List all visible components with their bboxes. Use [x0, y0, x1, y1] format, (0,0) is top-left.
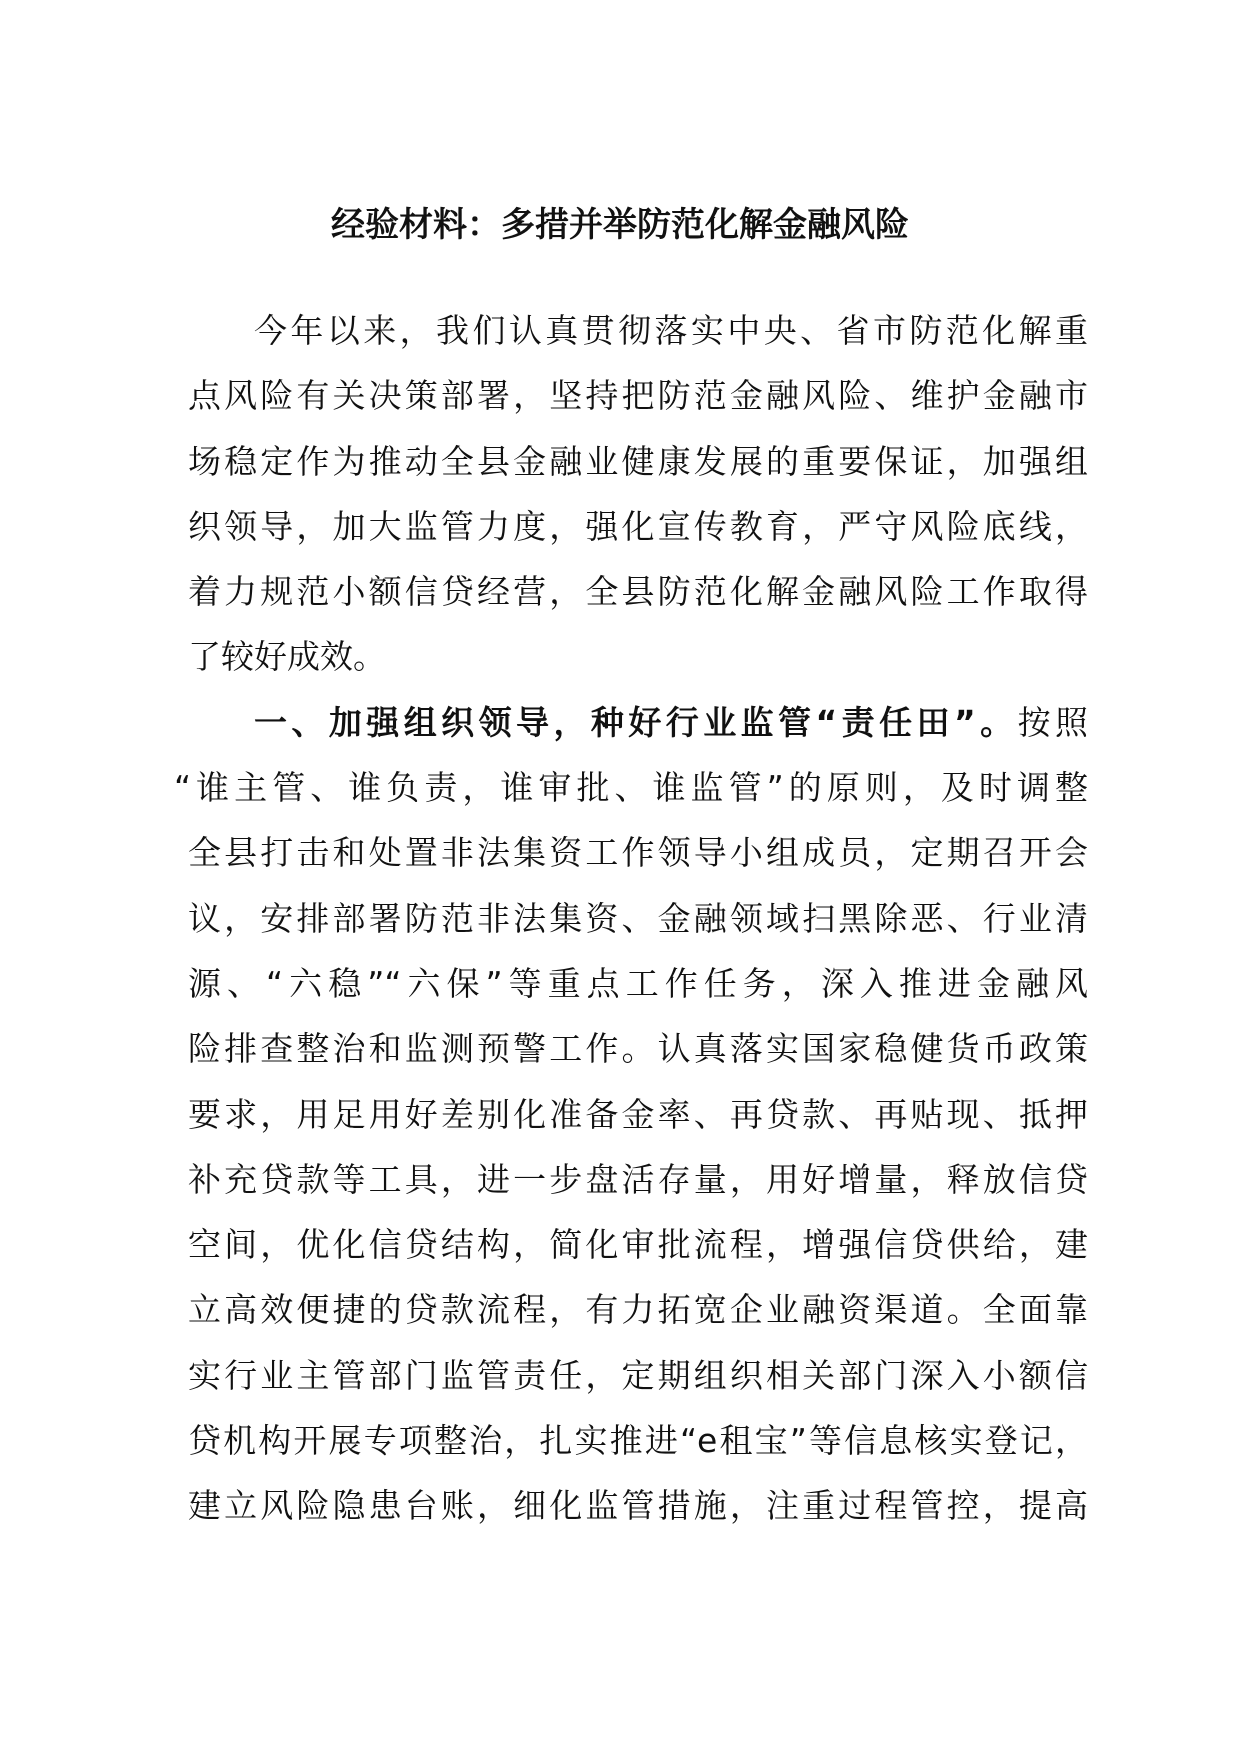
paragraph-2-line: 贷机构开展专项整治，扎实推进“e租宝”等信息核实登记， [188, 1421, 1088, 1461]
paragraph-2-text: 按照 [1017, 702, 1088, 742]
paragraph-1-line: 了较好成效。 [188, 637, 386, 677]
paragraph-2-line: 源、“六稳”“六保”等重点工作任务，深入推进金融风 [188, 963, 1088, 1003]
paragraph-1-line: 着力规范小额信贷经营，全县防范化解金融风险工作取得 [188, 572, 1088, 612]
paragraph-2-line: 险排查整治和监测预警工作。认真落实国家稳健货币政策 [188, 1029, 1088, 1069]
paragraph-2-line: 全县打击和处置非法集资工作领导小组成员，定期召开会 [188, 833, 1088, 873]
document-title: 经验材料：多措并举防范化解金融风险 [331, 205, 909, 245]
paragraph-1-line: 场稳定作为推动全县金融业健康发展的重要保证，加强组 [188, 441, 1088, 481]
paragraph-1-line: 今年以来，我们认真贯彻落实中央、省市防范化解重 [254, 311, 1088, 350]
document-body [174, 298, 1088, 1539]
paragraph-2-line: 实行业主管部门监管责任，定期组织相关部门深入小额信 [188, 1355, 1088, 1395]
paragraph-1-line: 点风险有关决策部署，坚持把防范金融风险、维护金融市 [188, 376, 1088, 416]
paragraph-2-line: 空间，优化信贷结构，简化审批流程，增强信贷供给，建 [188, 1225, 1088, 1265]
paragraph-2-line: 议，安排部署防范非法集资、金融领域扫黑除恶、行业清 [188, 898, 1088, 938]
paragraph-2-line: “谁主管、谁负责，谁审批、谁监管”的原则，及时调整 [174, 768, 1088, 808]
paragraph-2-line: 要求，用足用好差别化准备金率、再贷款、再贴现、抵押 [188, 1094, 1088, 1134]
paragraph-2-line: 立高效便捷的贷款流程，有力拓宽企业融资渠道。全面靠 [188, 1290, 1088, 1330]
paragraph-1-line: 织领导，加大监管力度，强化宣传教育，严守风险底线， [188, 506, 1088, 546]
paragraph-2-line: 补充贷款等工具，进一步盘活存量，用好增量，释放信贷 [188, 1159, 1088, 1199]
paragraph-2-line: 建立风险隐患台账，细化监管措施，注重过程管控，提高 [188, 1486, 1088, 1526]
section-heading-line [188, 690, 1088, 755]
section-heading: 一、加强组织领导，种好行业监管“责任田”。 [254, 702, 1018, 742]
